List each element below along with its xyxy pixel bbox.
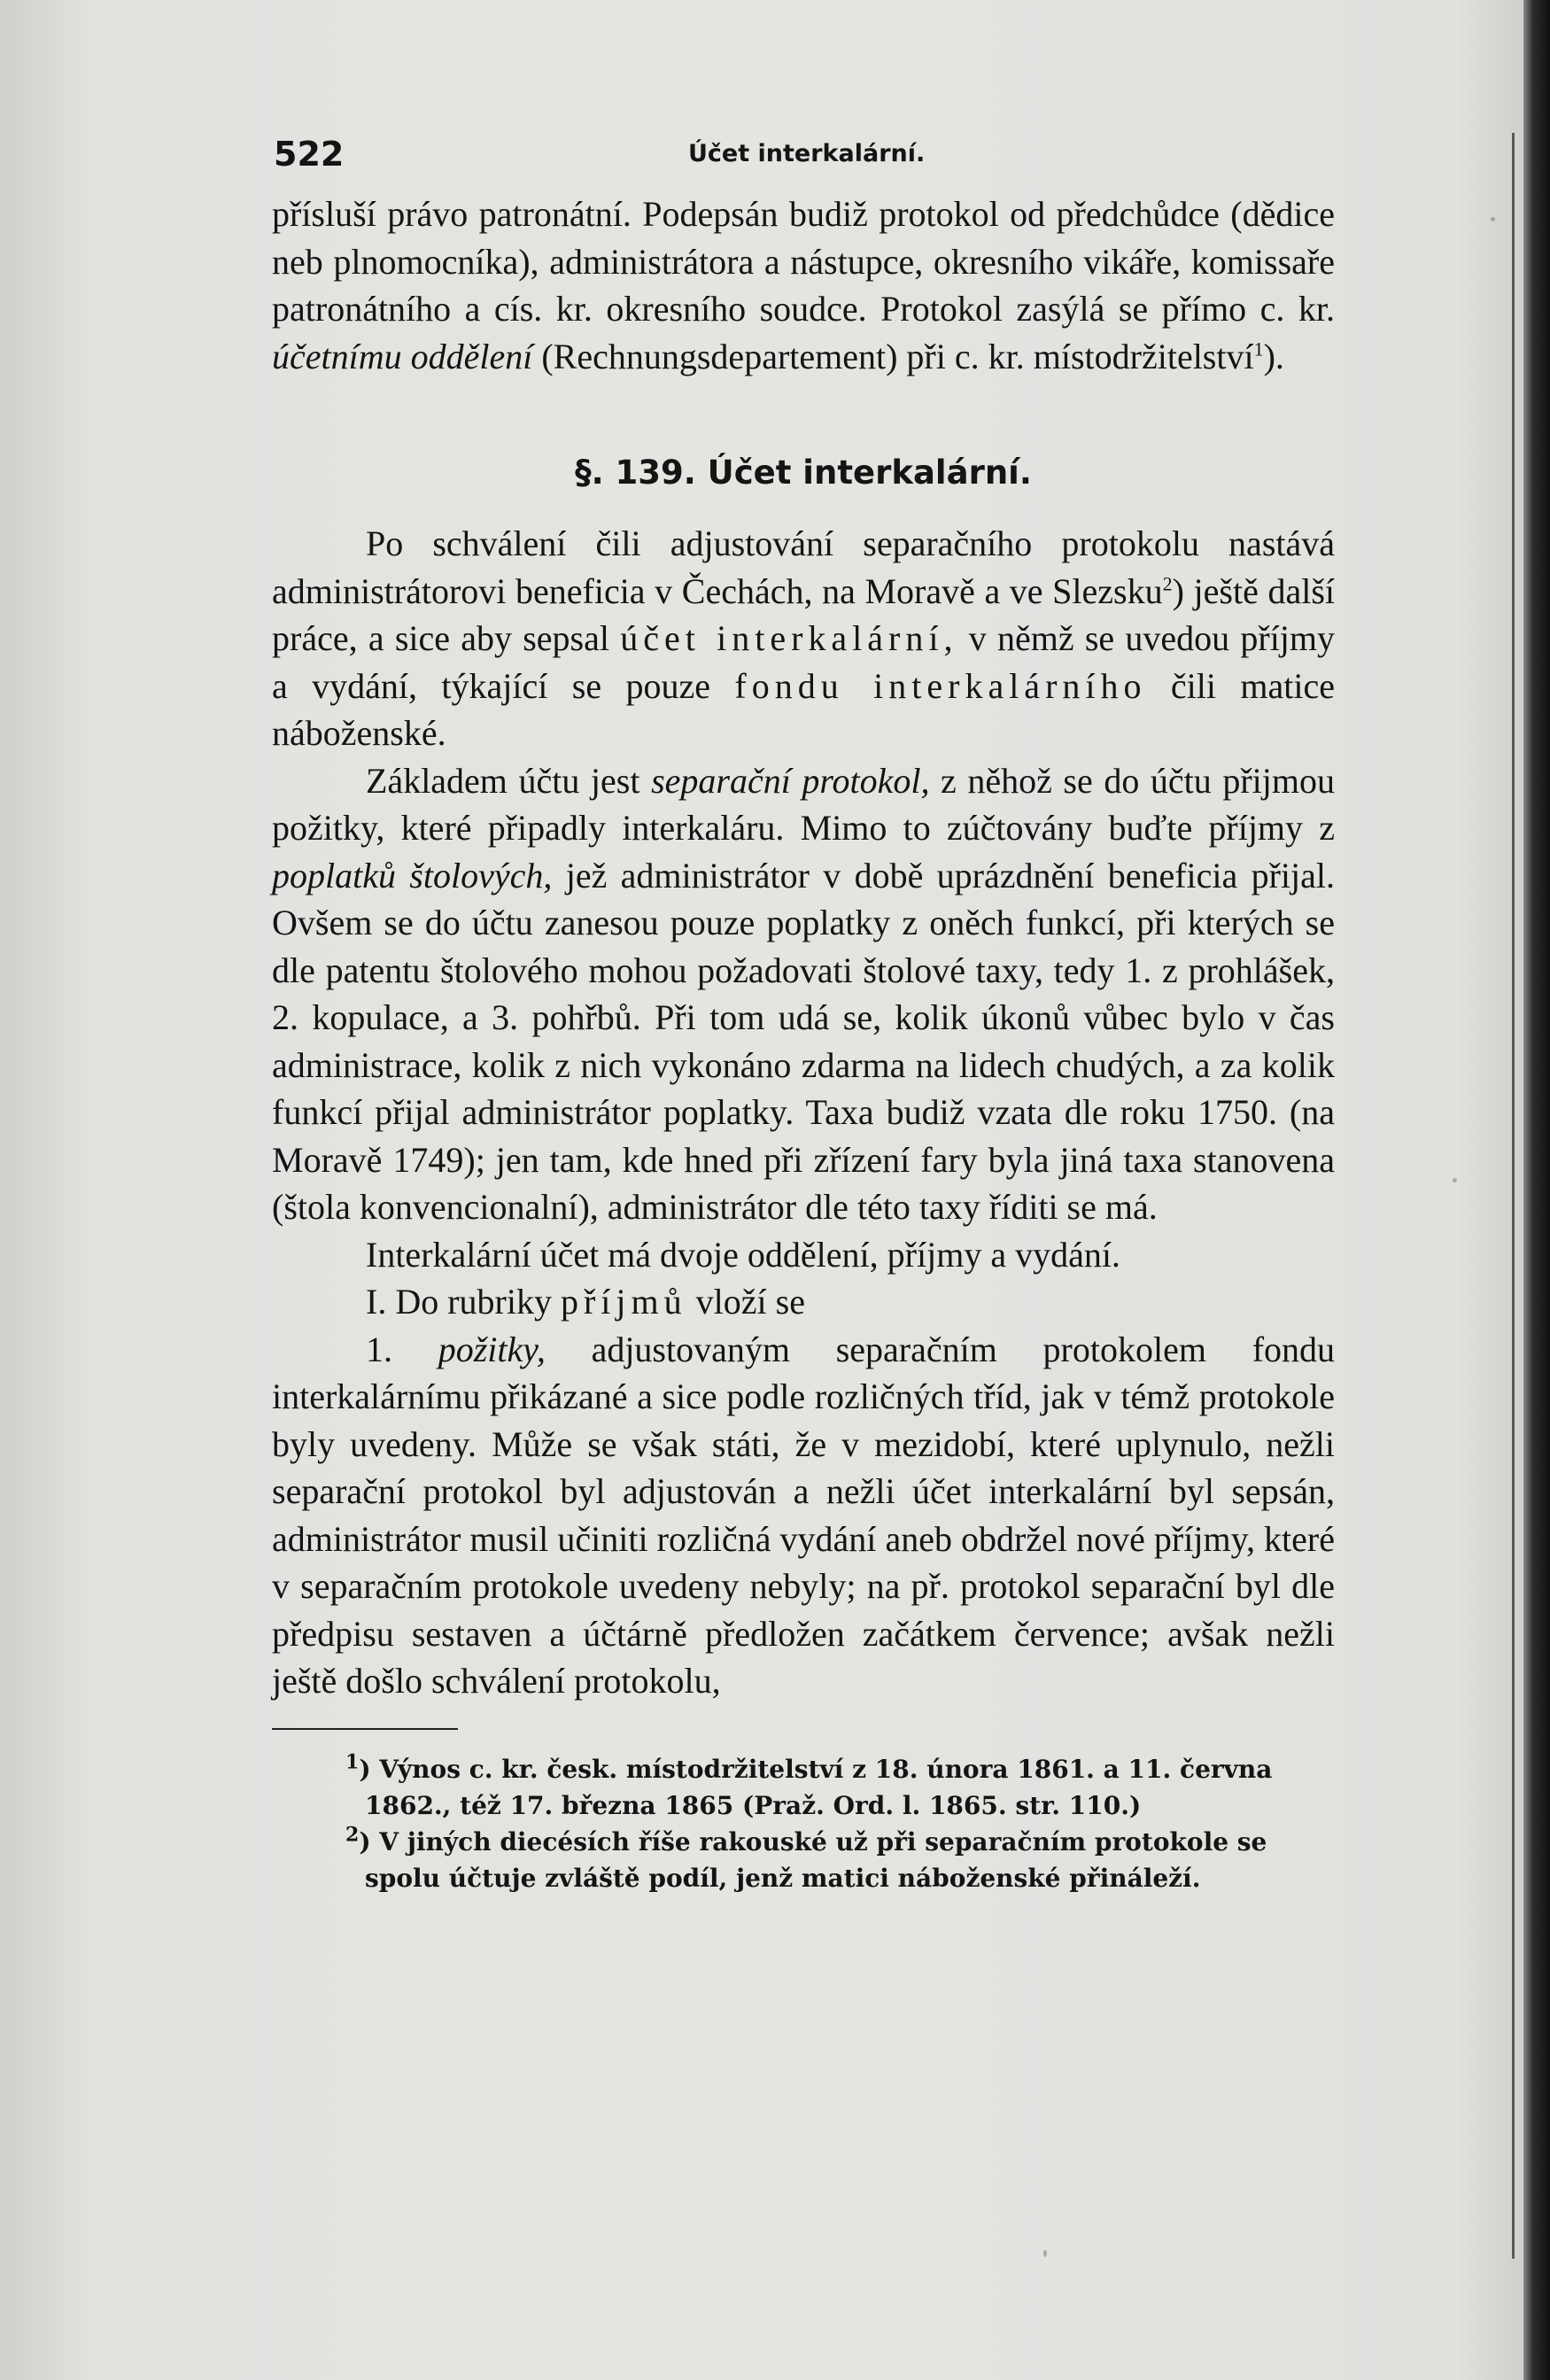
text: čili matice náboženské. [272,665,1335,753]
italic-text: požitky, [438,1329,546,1369]
page-edge-line [1512,133,1515,2259]
text: Po schválení čili adjustování separačního protokolu nastává administrátorovi beneficia v Čechách, na Moravě a ve Slezsku [272,523,1335,611]
paragraph [272,190,1335,380]
paragraph: Interkalární účet má dvoje oddělení, příjmy a vydání. [366,1234,1120,1275]
text: v němž se uvedou příjmy a vydání, týkající se pouze [272,618,1336,706]
footnotes [272,1751,1335,1896]
text: 1. [366,1329,392,1369]
footnote [345,1824,1335,1896]
spaced-text: účet interkalární, [620,618,958,658]
text: ). [1263,336,1284,376]
footnote-divider [272,1728,458,1730]
page-header [274,135,1337,174]
text: ) ještě další práce, a sice aby sepsal [272,570,1335,658]
italic-text: separační protokol, [651,760,930,801]
section-title: §. 139. Účet interkalární. [575,454,1032,492]
text: Základem účtu jest [366,760,640,801]
text: přísluší právo patronátní. Podepsán budiž protokol od předchůdce (dědice neb plnomocníka), administrátora a nástupce, okresního vikáře, komissaře patronátního a cís. kr. okresního soudce. Protokol zasýlá se přímo c. kr. [272,194,1335,329]
footnote-text: ) Výnos c. kr. česk. místodržitelství z 18. února 1861. a 11. června 1862., též 17. března 1865 (Praž. Ord. l. 1865. str. 110.) [359,1754,1273,1820]
scan-smudge [1043,2250,1047,2257]
spaced-text: fondu interkalárního [734,665,1147,706]
paragraph [272,1278,1335,1326]
text: (Rechnungsdepartement) při c. kr. místodržitelství [541,336,1254,376]
paragraph [272,520,1335,757]
text: vloží se [695,1282,805,1322]
page-body [272,190,1335,1896]
italic-text: poplatků štolových, [272,855,553,895]
text: z něhož se do účtu přijmou požitky, které připadly interkaláru. Mimo to zúčtovány buďte příjmy z [272,760,1336,848]
page-number: 522 [274,135,345,174]
italic-text: účetnímu oddělení [272,336,533,376]
footnote-ref: 1 [1253,337,1264,360]
footnote-text: ) V jiných diecésích říše rakouské už při separačním protokole se spolu účtuje zvláště podíl, jenž matici náboženské přináleží. [359,1826,1267,1893]
footnote-mark: 2 [345,1823,360,1847]
spaced-text: příjmů [560,1282,687,1322]
footnote [345,1751,1335,1824]
scan-smudge [1491,217,1495,221]
running-title: Účet interkalární. [688,140,926,167]
paragraph [272,1326,1335,1705]
paragraph [272,757,1335,1231]
scan-edge-shadow [1523,0,1550,2380]
text: adjustovaným separačním protokolem fondu interkalárnímu přikázané a sice podle rozličných tříd, jak v témž protokole byly uvedeny. Může se však státi, že v mezidobí, které uplynulo, nežli separační protokol byl adjustován a nežli účet interkalární byl sepsán, administrátor musil učiniti rozličná vydání aneb obdržel nové příjmy, které v separačním protokole uvedeny nebyly; na př. protokol separační byl dle předpisu sestaven a účtárně předložen začátkem července; avšak nežli ještě došlo schválení protokolu, [272,1329,1336,1701]
footnote-ref: 2 [1162,572,1173,595]
text: jež administrátor v době uprázdnění beneficia přijal. Ovšem se do účtu zanesou pouze poplatky z oněch funkcí, při kterých se dle patentu štolového mohou požadovati štolové taxy, tedy 1. z prohlášek, 2. kopulace, a 3. pohřbů. Při tom udá se, kolik úkonů vůbec bylo v čas administrace, kolik z nich vykonáno zdarma na lidech chudých, a za kolik funkcí přijal administrátor poplatky. Taxa budiž vzata dle roku 1750. (na Moravě 1749); jen tam, kde hned při zřízení fary byla jiná taxa stanovena (štola konvencionalní), administrátor dle této taxy říditi se má. [272,855,1335,1227]
text: I. Do rubriky [366,1282,552,1322]
scan-smudge [1453,1178,1457,1182]
footnote-mark: 1 [345,1750,360,1774]
